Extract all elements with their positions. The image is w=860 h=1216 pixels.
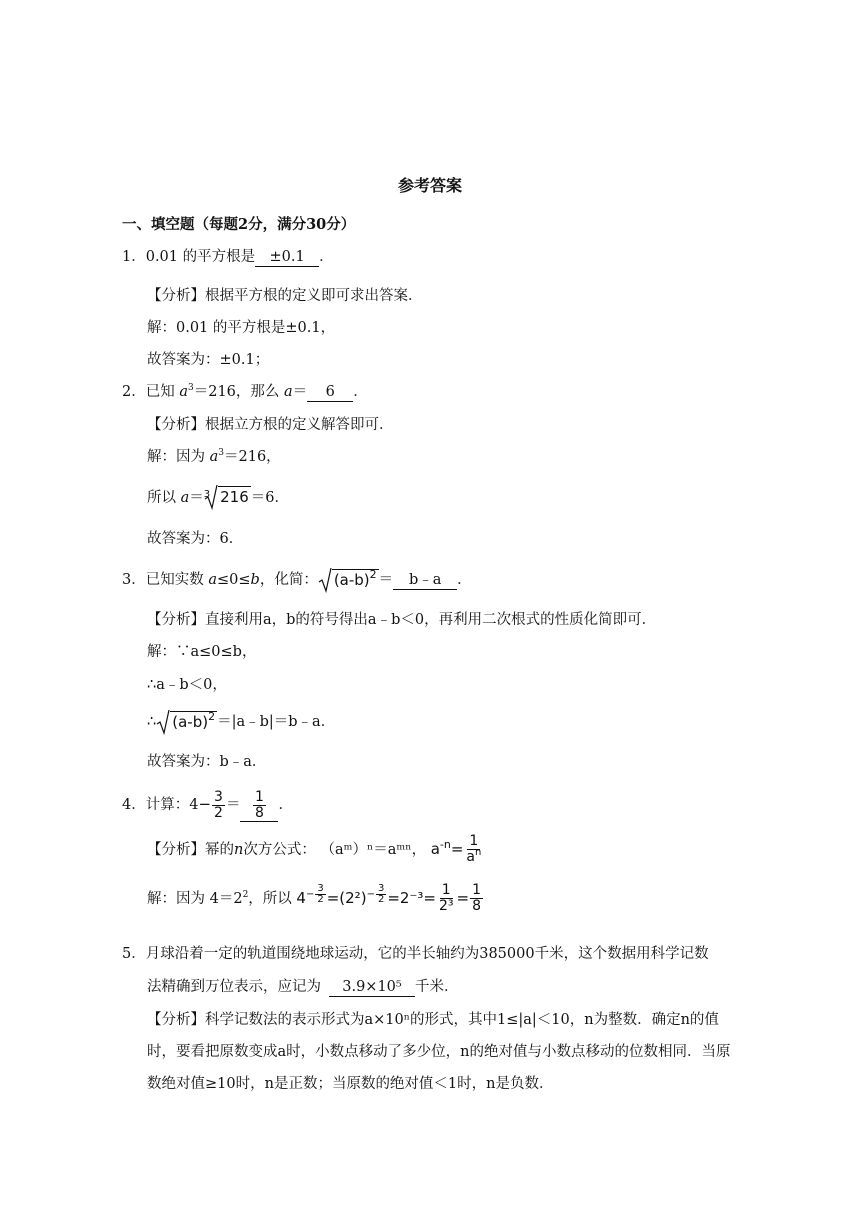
answer-blank: b﹣a xyxy=(393,571,457,590)
analysis: 【分析】幂的n次方公式： （aᵐ）ⁿ＝aᵐⁿ， $a^{-n}=$ $\frac{1}{a^n}$ xyxy=(147,834,484,865)
final-answer: 故答案为：6． xyxy=(147,531,244,547)
analysis: 【分析】根据平方根的定义即可求出答案． xyxy=(147,288,423,304)
solution-line: 解：因为 $4=2^2$，所以 $4^{- \frac{3}{2}}$ $=(2^2)^{- \frac{3}{2}}$ =2⁻³= $\frac{1}{\text{2³}}$ = $\frac{1}{8}$ xyxy=(147,878,484,919)
answer-blank: $\frac{1}{8}$ xyxy=(240,790,278,822)
analysis-paragraph: 【分析】科学记数法的表示形式为a×10ⁿ的形式，其中1≤|a|＜10，n为整数．确定n的值时，要看把原数变成a时，小数点移动了多少位，n的绝对值与小数点移动的位数相同．当原数绝对值≥10时，n是正数；当原数的绝对值＜1时，n是负数． xyxy=(147,1012,731,1092)
analysis: 【分析】直接利用a，b的符号得出a﹣b＜0，再利用二次根式的性质化简即可． xyxy=(147,612,657,628)
square-root-expression: $(a-b)^2$ xyxy=(156,709,217,735)
question-5: 5．月球沿着一定的轨道围绕地球运动，它的半长轴约为385000千米，这个数据用科学记数 xyxy=(122,946,709,962)
solution-line: 解：因为 $a^3=216$， xyxy=(147,448,281,465)
solution-line: ∴a﹣b＜0， xyxy=(147,677,227,693)
section-heading: 一、填空题（每题2分，满分30分） xyxy=(122,216,356,233)
square-root-expression: $(a-b)^2$ xyxy=(318,567,379,593)
question-5-continued: 法精确到万位表示，应记为 3.9×10⁵ 千米． xyxy=(147,979,459,995)
question-3: 3．已知实数 a≤0≤b，化简： $(a-b)^2$ ＝ b﹣a ． xyxy=(122,566,472,594)
negative-exponent-formula: $a^{-n}=$ $\frac{1}{a^n}$ xyxy=(430,833,482,865)
answer-blank: 6 xyxy=(307,383,353,402)
question-2: 2．已知 $a^3=216$，那么 a＝ 6 ． xyxy=(122,383,368,400)
final-answer: 故答案为：±0.1； xyxy=(147,352,270,368)
exponent-fraction: $\frac{3}{2}$ xyxy=(214,788,223,821)
solution-line: ∴ $(a-b)^2$ ＝|a﹣b|＝b﹣a． xyxy=(147,708,335,736)
power-computation: $4^{- \frac{3}{2}}$ $=(2^2)^{- \frac{3}{2}}$ =2⁻³= $\frac{1}{\text{2³}}$ = $\frac{1}{8}$ xyxy=(296,882,481,914)
final-answer: 故答案为：b﹣a． xyxy=(147,754,267,770)
solution-line: 所以 a＝ 3 216 ＝6． xyxy=(147,484,289,512)
question-1: 1．0.01 的平方根是 ±0.1 ． xyxy=(122,249,334,265)
analysis: 【分析】根据立方根的定义解答即可． xyxy=(147,417,394,433)
page-title: 参考答案 xyxy=(397,176,462,195)
question-4: 4．计算：4− $\frac{3}{2}$ ＝ $\frac{1}{8}$ ． xyxy=(122,788,293,821)
solution-line: 解：0.01 的平方根是±0.1， xyxy=(147,320,336,336)
answer-blank: ±0.1 xyxy=(255,248,319,267)
answer-blank: 3.9×10⁵ xyxy=(329,978,415,997)
cube-root-expression: 3 216 xyxy=(204,484,251,512)
solution-line: 解：∵a≤0≤b， xyxy=(147,644,257,660)
